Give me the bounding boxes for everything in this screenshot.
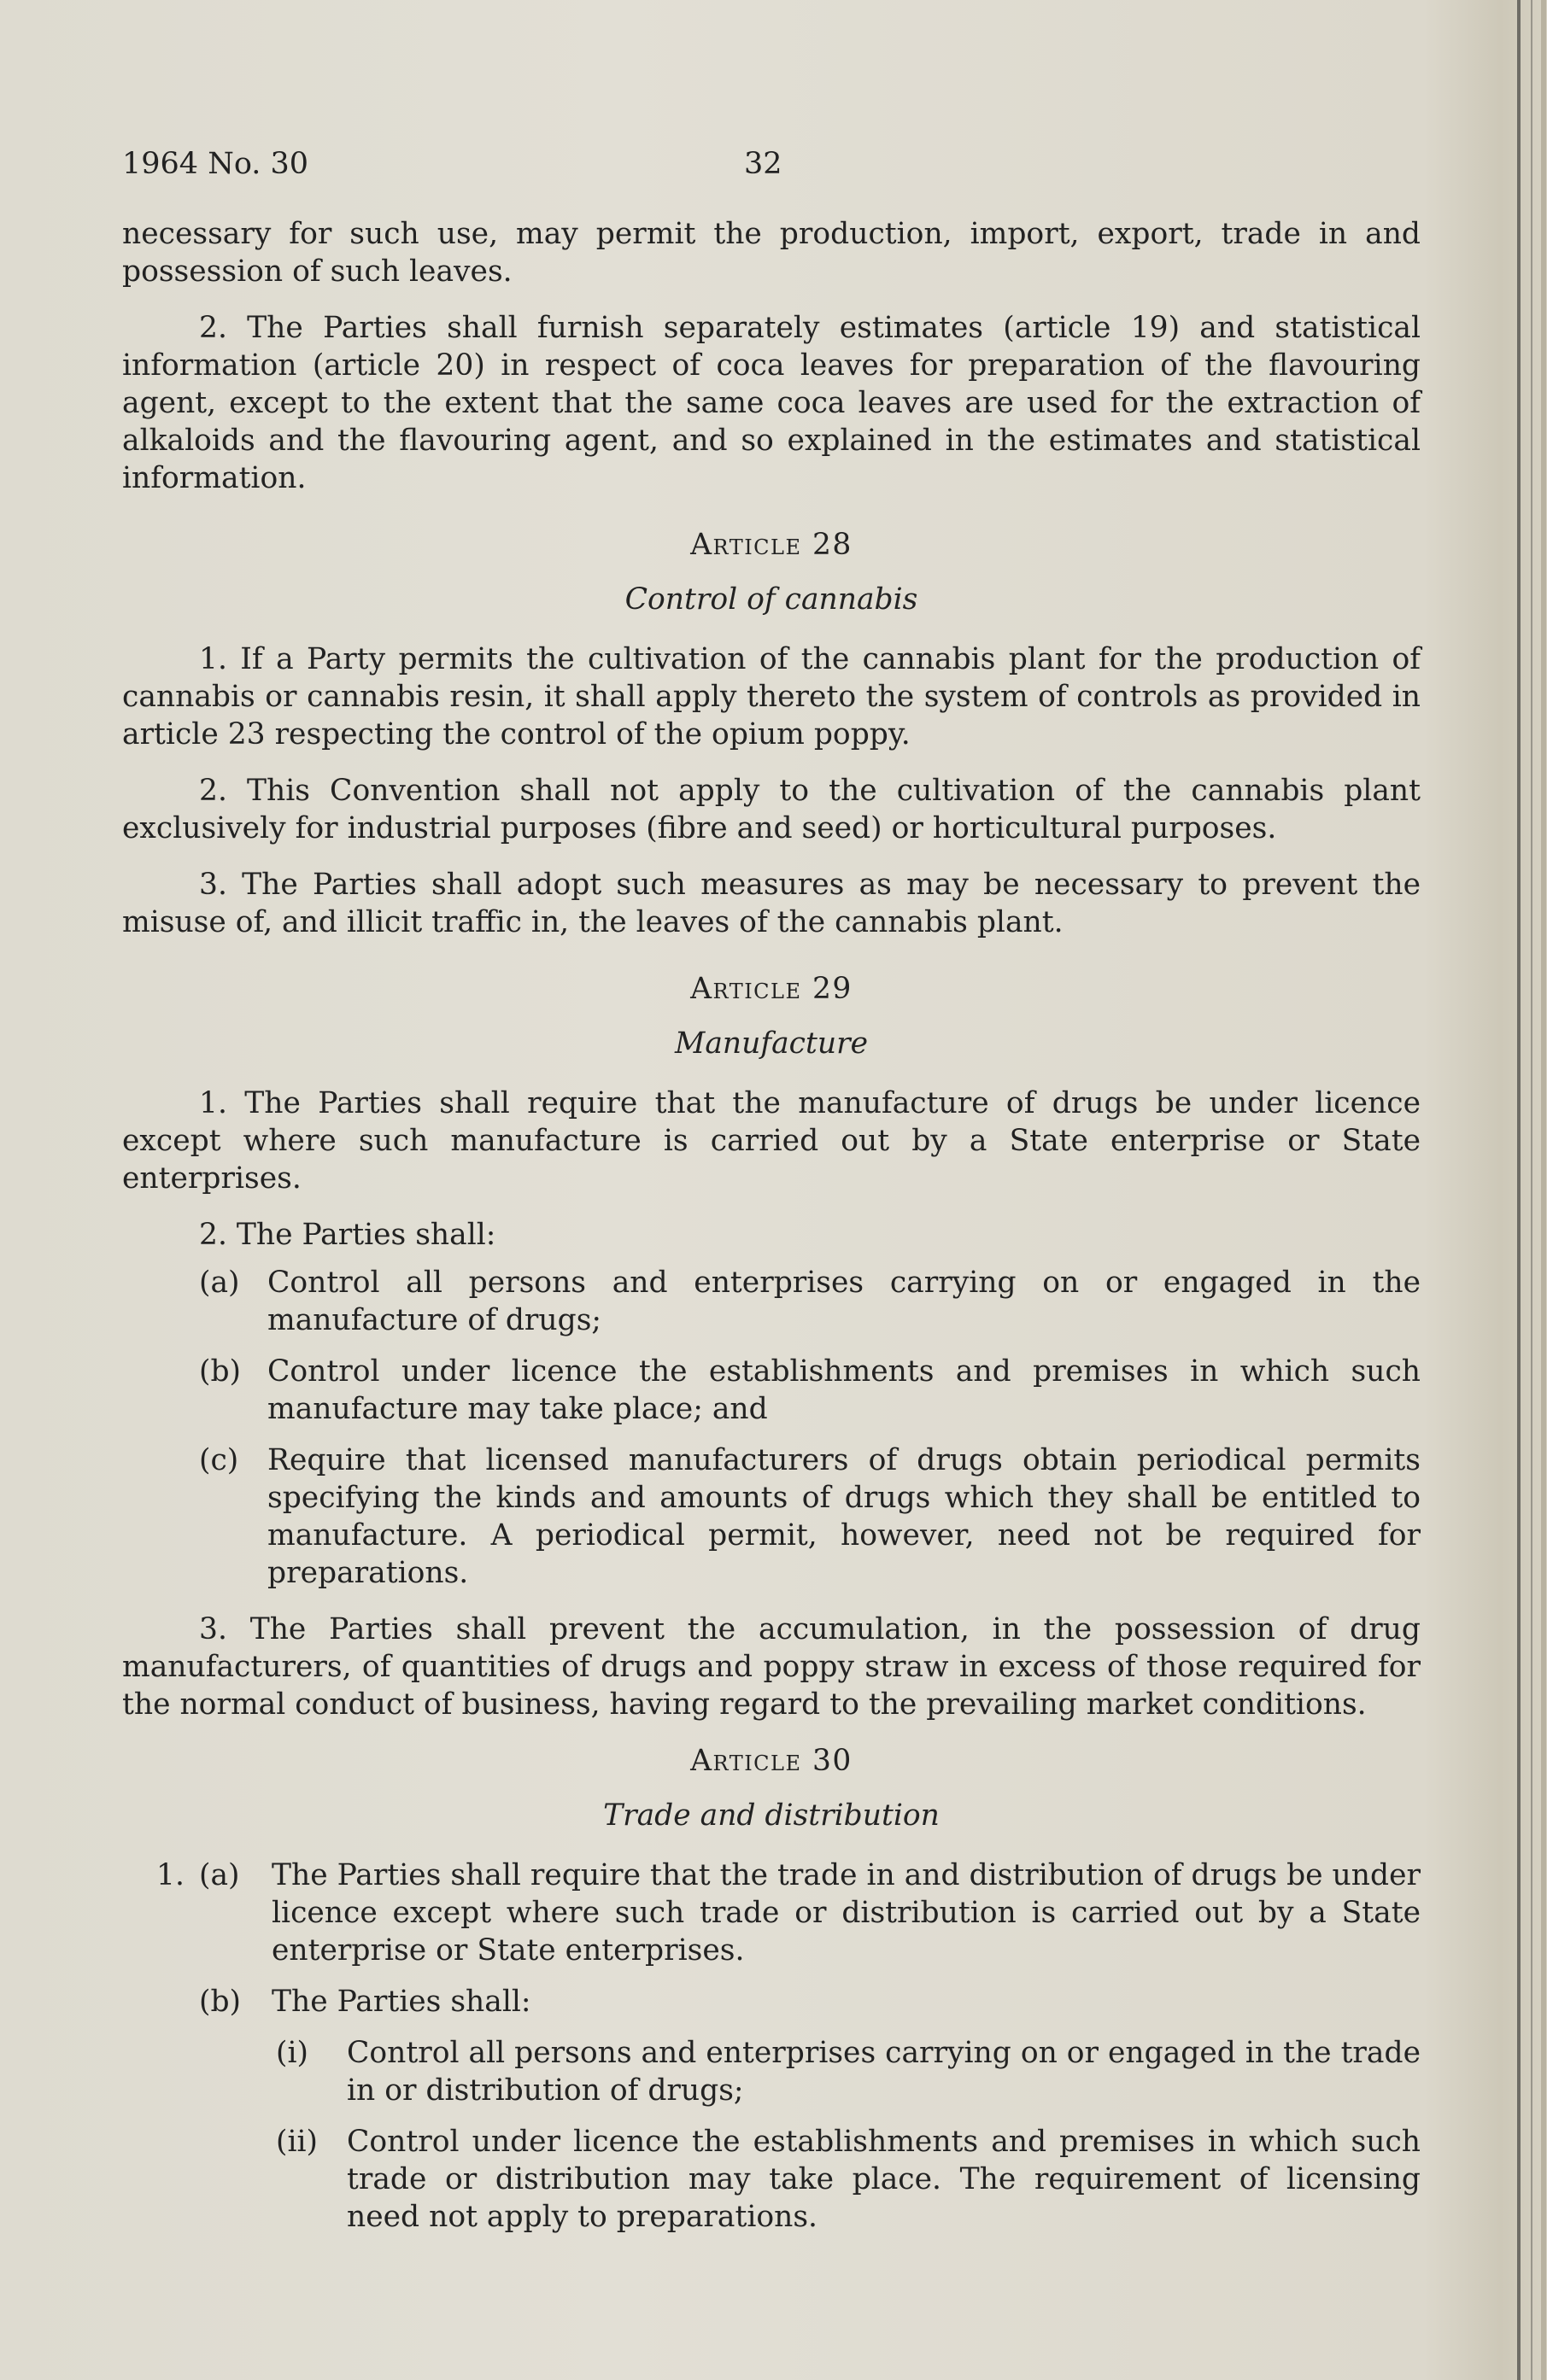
article-29-paragraph-3: 3. The Parties shall prevent the accumulation, in the possession of drug manufacturers, of quantities of drugs and poppy straw in excess of those required for the normal conduct of business, having regard to the prevailing market conditions. <box>122 1612 1421 1722</box>
article-29-paragraph-2: 2. The Parties shall: <box>199 1218 496 1252</box>
page-edge-shadow <box>1517 0 1521 2380</box>
paragraph-continuation: necessary for such use, may permit the production, import, export, trade in and possession of such leaves. <box>122 217 1421 289</box>
item-label: (b) <box>199 1985 242 2019</box>
article-30-title: Trade and distribution <box>603 1798 940 1833</box>
item-label: (a) <box>199 1266 240 1300</box>
article-28-paragraph-1: 1. If a Party permits the cultivation of the cannabis plant for the production of cannabis or cannabis resin, it shall apply thereto the system of controls as provided in article 23 respecting the control of the opium poppy. <box>122 642 1421 751</box>
item-label: (b) <box>199 1354 242 1389</box>
item-text: Control under licence the establishments and premises in which such manufacture may take place; and <box>267 1354 1421 1426</box>
page-edge-border <box>1541 0 1546 2380</box>
item-text: Control under licence the establishments and premises in which such trade or distribution may take place. The requirement of licensing need not apply to preparations. <box>347 2125 1421 2234</box>
article-29-title: Manufacture <box>675 1026 868 1061</box>
article-28-paragraph-2: 2. This Convention shall not apply to the cultivation of the cannabis plant exclusively for industrial purposes (fibre and seed) or horticultural purposes. <box>122 774 1421 845</box>
running-header <box>122 147 1455 190</box>
item-label: (a) <box>199 1858 240 1892</box>
article-28-paragraph-3: 3. The Parties shall adopt such measures as may be necessary to prevent the misuse of, and illicit traffic in, the leaves of the cannabis plant. <box>122 868 1421 939</box>
item-text: Control all persons and enterprises carrying on or engaged in the manufacture of drugs; <box>267 1266 1421 1337</box>
item-text: The Parties shall require that the trade in and distribution of drugs be under licence except where such trade or distribution is carried out by a State enterprise or State enterprises. <box>272 1858 1421 1968</box>
article-28-title: Control of cannabis <box>624 582 918 617</box>
document-body <box>122 215 1421 2249</box>
page-edge-line <box>1531 0 1532 2380</box>
article-29-item-b <box>122 1353 1421 1428</box>
article-28-heading: Article 28 <box>690 528 853 562</box>
article-29-heading: Article 29 <box>690 972 853 1006</box>
item-label: (i) <box>276 2036 308 2070</box>
page-number: 32 <box>744 147 782 181</box>
article-29-item-c <box>122 1441 1421 1592</box>
item-number: 1. <box>156 1858 185 1892</box>
item-text: The Parties shall: <box>272 1985 531 2019</box>
article-30-item-b <box>122 1983 1421 2020</box>
article-29-item-a <box>122 1264 1421 1339</box>
article-29-paragraph-1: 1. The Parties shall require that the manufacture of drugs be under licence except where such manufacture is carried out by a State enterprise or State enterprises. <box>122 1086 1421 1196</box>
article-30-item-1a <box>122 1857 1421 1969</box>
article-30-subitem-i <box>122 2034 1421 2109</box>
article-30-heading: Article 30 <box>690 1744 853 1778</box>
item-label: (c) <box>199 1443 239 1477</box>
article-30-subitem-ii <box>122 2123 1421 2236</box>
item-text: Control all persons and enterprises carrying on or engaged in the trade in or distribution of drugs; <box>347 2036 1421 2108</box>
item-text: Require that licensed manufacturers of drugs obtain periodical permits specifying the kinds and amounts of drugs which they shall be entitled to manufacture. A periodical permit, however, need not be required for preparations. <box>267 1443 1421 1590</box>
paragraph-art27-2: 2. The Parties shall furnish separately estimates (article 19) and statistical information (article 20) in respect of coca leaves for preparation of the flavouring agent, except to the extent that the same coca leaves are used for the extraction of alkaloids and the flavouring agent, and so explained in the estimates and statistical information. <box>122 311 1421 495</box>
header-year-number: 1964 No. 30 <box>122 147 309 181</box>
item-label: (ii) <box>276 2125 318 2159</box>
